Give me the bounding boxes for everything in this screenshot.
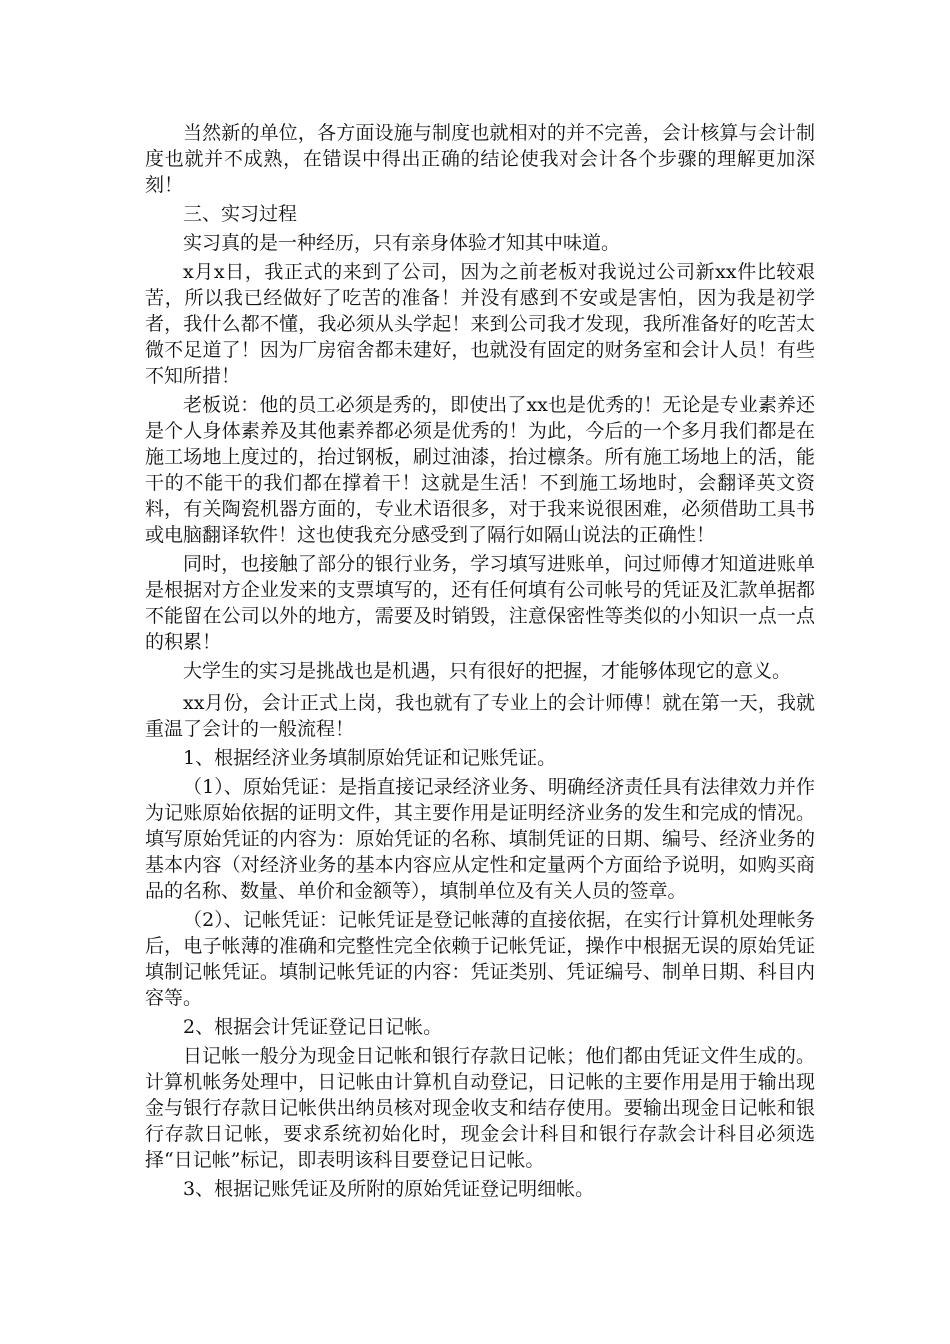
paragraph-on-duty: xx月份，会计正式上岗，我也就有了专业上的会计师傅！就在第一天，我就重温了会计的一般流程！ <box>145 692 815 740</box>
list-item-step-2: 2、根据会计凭证登记日记帐。 <box>183 1016 443 1038</box>
paragraph-intro: 当然新的单位，各方面设施与制度也就相对的并不完善，会计核算与会计制度也就并不成熟，在错误中得出正确的结论使我对会计各个步骤的理解更加深刻！ <box>145 122 815 196</box>
paragraph-boss-said: 老板说：他的员工必须是秀的，即使出了xx也是优秀的！无论是专业素养还是个人身体素养及其他素养都必须是优秀的！为此，今后的一个多月我们都是在施工场地上度过的，抬过钢板，刷过油漆，抬过檩条。所有施工场地上的活，能干的不能干的我们都在撑着干！这就是生活！不到施工场地时，会翻译英文资料，有关陶瓷机器方面的，专业术语很多，对于我来说很困难，必须借助工具书或电脑翻译软件！这也使我充分感受到了隔行如隔山说法的正确性！ <box>145 394 815 546</box>
list-item-step-1: 1、根据经济业务填制原始凭证和记账凭证。 <box>183 747 557 769</box>
list-item-bookkeeping-voucher: （2）、记帐凭证：记帐凭证是登记帐薄的直接依据，在实行计算机处理帐务后，电子帐薄的准确和完整性完全依赖于记帐凭证，操作中根据无误的原始凭证填制记帐凭证。填制记帐凭证的内容：凭证类别、凭证编号、制单日期、科目内容等。 <box>145 909 815 1009</box>
paragraph-journal: 日记帐一般分为现金日记帐和银行存款日记帐；他们都由凭证文件生成的。计算机帐务处理中，日记帐由计算机自动登记，日记帐的主要作用是用于输出现金与银行存款日记帐供出纳员核对现金收支和结存使用。要输出现金日记帐和银行存款日记帐，要求系统初始化时，现金会计科目和银行存款会计科目必须选择“日记帐”标记，即表明该科目要登记日记帐。 <box>145 1045 815 1171</box>
paragraph-banking: 同时，也接触了部分的银行业务，学习填写进账单，问过师傅才知道进账单是根据对方企业发来的支票填写的，还有任何填有公司帐号的凭证及汇款单据都不能留在公司以外的地方，需要及时销毁，注意保密性等类似的小知识一点一点的积累！ <box>145 553 815 653</box>
section-heading-internship-process: 三、实习过程 <box>183 203 298 225</box>
list-item-step-3: 3、根据记账凭证及所附的原始凭证登记明细帐。 <box>183 1178 595 1200</box>
paragraph-challenge: 大学生的实习是挑战也是机遇，只有很好的把握，才能够体现它的意义。 <box>183 660 792 682</box>
paragraph-arrival: x月x日，我正式的来到了公司，因为之前老板对我说过公司新xx件比较艰苦，所以我已经做好了吃苦的准备！并没有感到不安或是害怕，因为我是初学者，我什么都不懂，我必须从头学起！来到公司我才发现，我所准备好的吃苦太微不足道了！因为厂房宿舍都未建好，也就没有固定的财务室和会计人员！有些不知所措！ <box>145 261 815 387</box>
paragraph-experience: 实习真的是一种经历，只有亲身体验才知其中味道。 <box>183 232 621 254</box>
document-body <box>145 120 815 1202</box>
list-item-original-voucher: （1）、原始凭证：是指直接记录经济业务、明确经济责任具有法律效力并作为记账原始依据的证明文件，其主要作用是证明经济业务的发生和完成的情况。填写原始凭证的内容为：原始凭证的名称、填制凭证的日期、编号、经济业务的基本内容（对经济业务的基本内容应从定性和定量两个方面给予说明，如购买商品的名称、数量、单价和金额等），填制单位及有关人员的签章。 <box>145 776 815 902</box>
